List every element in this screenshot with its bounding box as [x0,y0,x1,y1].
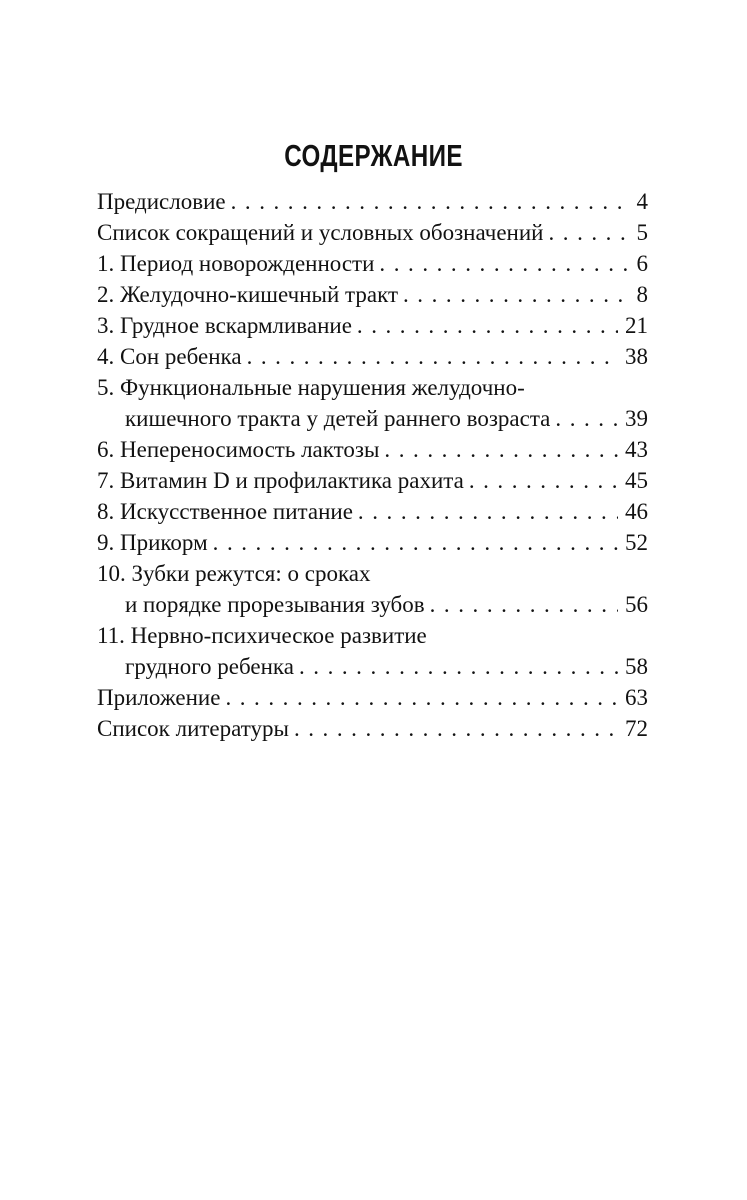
dot-leader [213,527,618,558]
toc-entry-line [97,310,648,341]
toc-entry-text: 5. Функциональные нарушения желудочно- [97,375,525,400]
page-title [0,139,747,173]
toc-entry-page: 8 [636,282,648,307]
toc-entry-text: кишечного тракта у детей раннего возраста [125,406,551,431]
dot-leader [225,682,618,713]
toc-entry-text: 6. Непереносимость лактозы [97,437,380,462]
dot-leader [430,589,618,620]
toc-entry-line [97,620,648,651]
toc-entry-text: Приложение [97,685,221,710]
toc-entry-text: 8. Искусственное питание [97,499,353,524]
toc-entry-line [97,527,648,558]
toc-entry-text: 11. Нервно-психическое развитие [97,623,427,648]
toc-entry-line [97,341,648,372]
toc-entry-line [97,434,648,465]
dot-leader [247,341,618,372]
toc-entry-line [97,186,648,217]
toc-entry-line [97,403,648,434]
dot-leader [403,279,630,310]
toc-entry-line [97,465,648,496]
toc-entry-page: 72 [625,716,648,741]
toc-entry-page: 39 [625,406,648,431]
toc-entry-text: 4. Сон ребенка [97,344,242,369]
toc-entry-line [97,589,648,620]
toc-entry-page: 6 [636,251,648,276]
toc-entry-line [97,558,648,589]
toc-entry-text: 1. Период новорожденности [97,251,375,276]
toc-entry-line [97,651,648,682]
dot-leader [299,651,618,682]
toc-entry-text: и порядке прорезывания зубов [125,592,425,617]
dot-leader [469,465,618,496]
toc-entry-page: 63 [625,685,648,710]
dot-leader [548,217,629,248]
toc-entry-text: Предисловие [97,189,226,214]
toc-entry-page: 46 [625,499,648,524]
dot-leader [357,310,618,341]
toc-entry-text: 7. Витамин D и профилактика рахита [97,468,464,493]
toc-entry-page: 38 [625,344,648,369]
toc-entry-page: 43 [625,437,648,462]
page-title-text: СОДЕРЖАНИЕ [284,138,463,173]
toc-entry-page: 52 [625,530,648,555]
toc-entry-text: 10. Зубки режутся: о сроках [97,561,371,586]
toc-entry-line [97,279,648,310]
toc-entry-page: 58 [625,654,648,679]
toc-entry-line [97,372,648,403]
toc-entry-text: грудного ребенка [125,654,294,679]
dot-leader [231,186,630,217]
toc-entry-line [97,217,648,248]
dot-leader [358,496,618,527]
toc-entry-page: 5 [636,220,648,245]
toc-entry-page: 56 [625,592,648,617]
dot-leader [384,434,618,465]
toc-entry-line [97,248,648,279]
toc-entry-page: 4 [636,189,648,214]
toc-entry-text: Список литературы [97,716,289,741]
dot-leader [379,248,629,279]
toc-entry-page: 21 [625,313,648,338]
toc-entry-text: 3. Грудное вскармливание [97,313,352,338]
toc-entry-line [97,713,648,744]
toc-entry-text: Список сокращений и условных обозначений [97,220,544,245]
dot-leader [294,713,618,744]
toc-entry-page: 45 [625,468,648,493]
toc-list [97,186,648,744]
dot-leader [555,403,618,434]
toc-entry-line [97,496,648,527]
toc-entry-text: 9. Прикорм [97,530,208,555]
toc-entry-text: 2. Желудочно-кишечный тракт [97,282,398,307]
toc-entry-line [97,682,648,713]
